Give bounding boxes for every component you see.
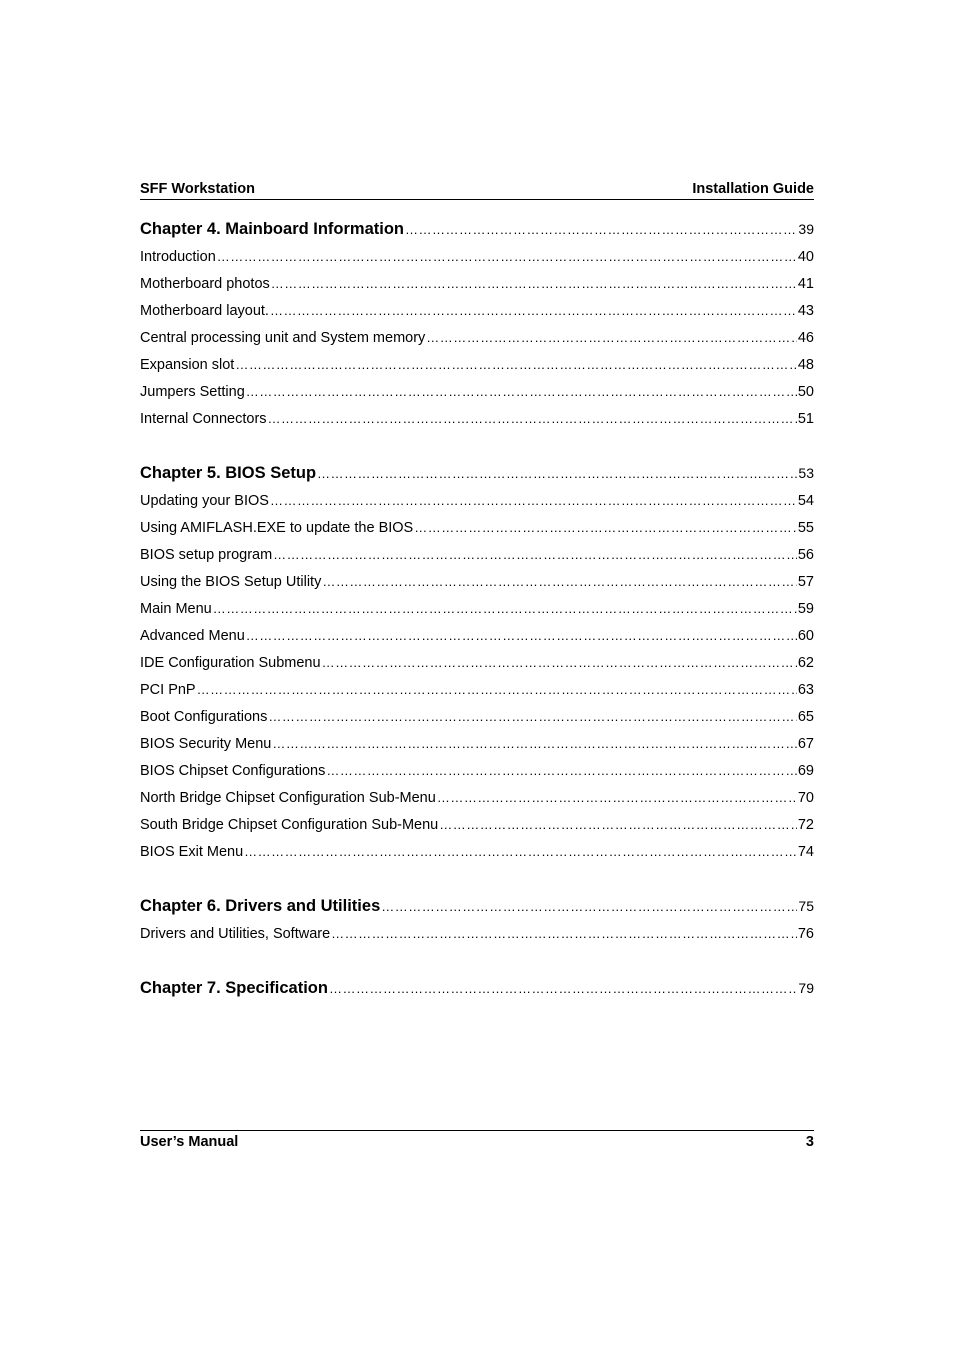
- table-of-contents: [140, 215, 814, 1002]
- toc-entry: [140, 784, 814, 811]
- chapter-heading: [140, 215, 814, 243]
- dot-leader: [331, 920, 797, 947]
- toc-entry-page: 60: [797, 628, 814, 644]
- chapter-heading-page: 39: [798, 221, 814, 237]
- toc-entry-page: 62: [797, 655, 814, 671]
- dot-leader: [272, 730, 797, 757]
- dot-leader: [426, 324, 797, 351]
- toc-entry-page: 76: [797, 926, 814, 942]
- toc-entry-title: Main Menu: [140, 601, 212, 617]
- page-footer: [140, 1130, 814, 1153]
- dot-leader: [217, 243, 797, 270]
- toc-entry-title: Advanced Menu: [140, 628, 245, 644]
- dot-leader: [246, 622, 797, 649]
- toc-entry: [140, 487, 814, 514]
- toc-entry: [140, 676, 814, 703]
- dot-leader: [326, 757, 796, 784]
- dot-leader: [322, 568, 797, 595]
- section-spacer: [140, 947, 814, 974]
- toc-entry-page: 63: [797, 682, 814, 698]
- toc-entry-title: Drivers and Utilities, Software: [140, 926, 331, 942]
- section-spacer: [140, 865, 814, 892]
- toc-entry: [140, 622, 814, 649]
- dot-leader: [235, 351, 797, 378]
- toc-entry-page: 41: [797, 276, 814, 292]
- toc-entry: [140, 270, 814, 297]
- footer-manual-title: User’s Manual: [140, 1134, 239, 1150]
- toc-entry: [140, 405, 814, 432]
- dot-leader: [329, 975, 797, 1002]
- toc-entry-title: Jumpers Setting: [140, 384, 245, 400]
- toc-entry-title: Motherboard photos: [140, 276, 270, 292]
- toc-entry-page: 57: [797, 574, 814, 590]
- toc-entry-page: 40: [797, 249, 814, 265]
- dot-leader: [322, 649, 797, 676]
- toc-entry-page: 69: [797, 763, 814, 779]
- toc-entry-title: Using the BIOS Setup Utility: [140, 574, 322, 590]
- toc-entry-page: 50: [797, 384, 814, 400]
- toc-entry-page: 72: [797, 817, 814, 833]
- toc-entry-page: 54: [797, 493, 814, 509]
- toc-entry: [140, 243, 814, 270]
- toc-entry-title: Updating your BIOS: [140, 493, 269, 509]
- dot-leader: [268, 405, 797, 432]
- dot-leader: [271, 270, 797, 297]
- chapter-heading-title: Chapter 4. Mainboard Information: [140, 220, 405, 238]
- toc-entry: [140, 703, 814, 730]
- toc-entry: [140, 378, 814, 405]
- toc-entry-page: 65: [797, 709, 814, 725]
- toc-entry: [140, 730, 814, 757]
- dot-leader: [270, 487, 797, 514]
- toc-entry-page: 67: [797, 736, 814, 752]
- toc-entry: [140, 757, 814, 784]
- toc-entry-title: North Bridge Chipset Configuration Sub-Menu: [140, 790, 436, 806]
- toc-entry-page: 51: [797, 411, 814, 427]
- toc-entry-page: 43: [797, 303, 814, 319]
- chapter-heading: [140, 459, 814, 487]
- toc-entry-title: South Bridge Chipset Configuration Sub-Menu: [140, 817, 439, 833]
- toc-entry-title: Motherboard layout.: [140, 303, 269, 319]
- toc-entry: [140, 920, 814, 947]
- toc-entry-page: 48: [797, 357, 814, 373]
- dot-leader: [317, 460, 797, 487]
- dot-leader: [246, 378, 797, 405]
- section-spacer: [140, 432, 814, 459]
- toc-entry-page: 46: [797, 330, 814, 346]
- dot-leader: [244, 838, 797, 865]
- chapter-heading-page: 53: [798, 465, 814, 481]
- dot-leader: [414, 514, 797, 541]
- toc-entry-page: 56: [797, 547, 814, 563]
- dot-leader: [213, 595, 797, 622]
- toc-entry: [140, 595, 814, 622]
- dot-leader: [381, 893, 797, 920]
- toc-entry: [140, 649, 814, 676]
- dot-leader: [270, 297, 797, 324]
- toc-entry-page: 74: [797, 844, 814, 860]
- toc-entry-title: BIOS Exit Menu: [140, 844, 244, 860]
- toc-entry-title: Central processing unit and System memory: [140, 330, 426, 346]
- header-product-title: SFF Workstation: [140, 181, 255, 197]
- toc-entry-title: Boot Configurations: [140, 709, 268, 725]
- dot-leader: [439, 811, 797, 838]
- dot-leader: [273, 541, 797, 568]
- toc-entry-title: Internal Connectors: [140, 411, 267, 427]
- chapter-heading-title: Chapter 7. Specification: [140, 979, 328, 997]
- toc-entry: [140, 351, 814, 378]
- chapter-heading-title: Chapter 6. Drivers and Utilities: [140, 897, 381, 915]
- chapter-heading: [140, 974, 814, 1002]
- page-header: [140, 181, 814, 200]
- toc-entry: [140, 811, 814, 838]
- toc-entry: [140, 568, 814, 595]
- chapter-heading: [140, 892, 814, 920]
- toc-entry: [140, 514, 814, 541]
- toc-entry: [140, 838, 814, 865]
- toc-entry: [140, 541, 814, 568]
- toc-entry-title: Expansion slot: [140, 357, 235, 373]
- toc-entry-title: BIOS setup program: [140, 547, 273, 563]
- toc-entry-title: BIOS Security Menu: [140, 736, 272, 752]
- toc-entry-page: 70: [797, 790, 814, 806]
- header-guide-title: Installation Guide: [692, 181, 814, 197]
- toc-entry: [140, 324, 814, 351]
- dot-leader: [197, 676, 797, 703]
- toc-entry-title: BIOS Chipset Configurations: [140, 763, 326, 779]
- dot-leader: [268, 703, 797, 730]
- toc-entry-title: Using AMIFLASH.EXE to update the BIOS: [140, 520, 414, 536]
- dot-leader: [437, 784, 797, 811]
- chapter-heading-page: 75: [798, 898, 814, 914]
- toc-entry: [140, 297, 814, 324]
- chapter-heading-title: Chapter 5. BIOS Setup: [140, 464, 317, 482]
- page-number: 3: [805, 1134, 814, 1150]
- toc-entry-title: PCI PnP: [140, 682, 196, 698]
- toc-entry-page: 59: [797, 601, 814, 617]
- toc-entry-page: 55: [797, 520, 814, 536]
- chapter-heading-page: 79: [798, 980, 814, 996]
- dot-leader: [405, 216, 797, 243]
- toc-entry-title: IDE Configuration Submenu: [140, 655, 321, 671]
- toc-entry-title: Introduction: [140, 249, 216, 265]
